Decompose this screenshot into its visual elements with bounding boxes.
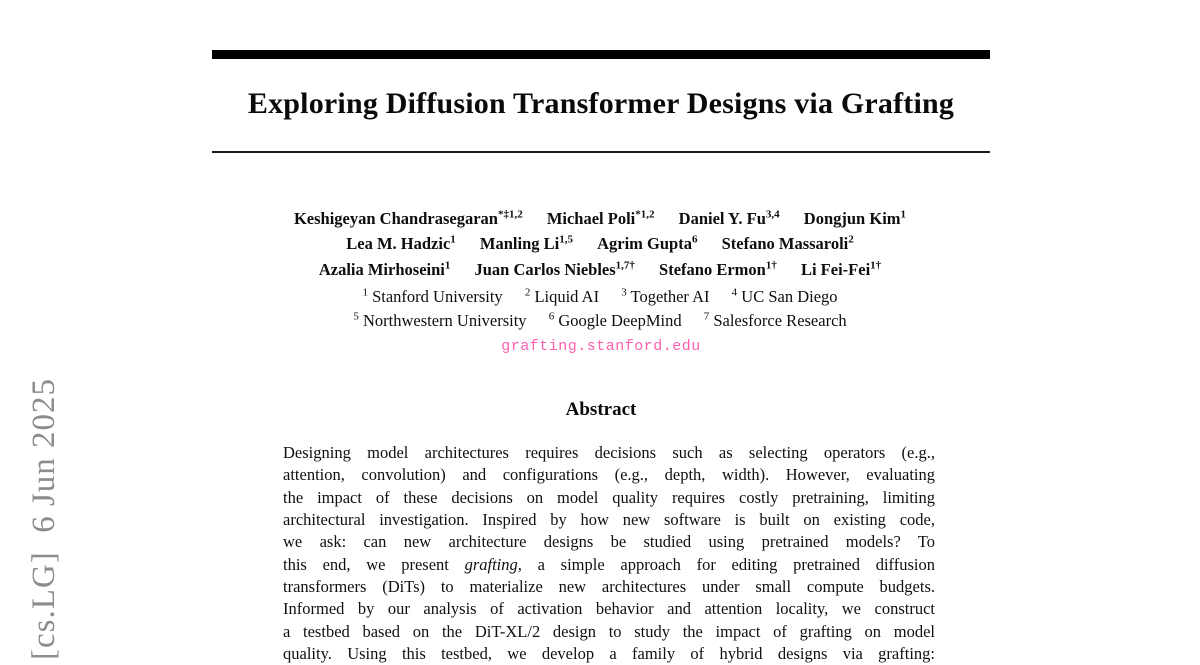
author-superscript: 2 [848, 233, 854, 246]
author-name: Azalia Mirhoseini [318, 259, 445, 279]
abstract-line-clipped: quality. Using this testbed, we develop a family of hybrid designs via grafting: [283, 644, 935, 664]
author [294, 209, 523, 228]
author-line-2 [110, 228, 1090, 254]
author-superscript: 1† [765, 259, 777, 271]
abstract-line: the impact of these decisions on model quality requires costly pretraining, limiting [283, 487, 935, 507]
author-superscript: 1,7† [615, 259, 635, 271]
author-name: Li Fei-Fei [800, 259, 871, 279]
affiliation [732, 287, 838, 306]
affiliation [549, 311, 682, 330]
author [722, 234, 854, 253]
abstract-line: Designing model architectures requires decisions such as selecting operators (e.g., [283, 443, 935, 462]
affiliation-superscript: 1 [362, 286, 368, 298]
affiliation [621, 287, 709, 306]
affiliation-superscript: 6 [548, 310, 555, 323]
affiliation-name: Google DeepMind [558, 311, 682, 330]
author-superscript: *1,2 [635, 208, 655, 220]
abstract-line: a testbed based on the DiT-XL/2 design to study the impact of grafting on model [283, 621, 935, 641]
author-superscript: 1 [900, 208, 907, 220]
affiliation-name: Salesforce Research [713, 311, 847, 330]
author-name: Daniel Y. Fu [678, 208, 766, 228]
abstract-line-italic [283, 554, 935, 576]
affiliation-name: Liquid AI [534, 286, 600, 306]
affiliation-name: UC San Diego [741, 286, 838, 306]
author-superscript: 6 [691, 233, 698, 246]
affiliation-name: Northwestern University [362, 311, 527, 330]
affiliation [525, 287, 599, 306]
abstract-italic-term: grafting [464, 554, 518, 574]
author [319, 260, 451, 279]
title-rule-top [212, 50, 990, 59]
abstract-heading: Abstract [565, 399, 637, 420]
author-superscript: 1,5 [559, 233, 573, 246]
affiliation [353, 311, 526, 330]
author [804, 209, 906, 228]
author-line-3 [110, 253, 1090, 279]
author-name: Keshigeyan Chandrasegaran [293, 208, 498, 228]
author [346, 234, 456, 253]
affiliation [362, 287, 502, 306]
author-name: Dongjun Kim [803, 208, 901, 228]
affiliation [704, 311, 847, 330]
author-name: Juan Carlos Niebles [474, 259, 616, 279]
abstract-text: , a simple approach for editing pretrained diffusion [517, 554, 935, 574]
author-name: Stefano Ermon [659, 259, 766, 279]
affiliation-line-1 [110, 280, 1090, 305]
author-superscript: 3,4 [765, 208, 780, 220]
author-superscript: *‡1,2 [497, 208, 523, 220]
author [480, 234, 573, 253]
author [801, 260, 881, 279]
affiliation-line-2 [110, 305, 1090, 330]
author [474, 260, 634, 279]
abstract-line: Informed by our analysis of activation behavior and attention locality, we construct [283, 599, 935, 619]
author-block [110, 202, 1090, 279]
abstract-line: architectural investigation. Inspired by how new software is built on existing code, [283, 510, 935, 530]
author-name: Lea M. Hadzic [346, 234, 451, 253]
abstract-text: this end, we present [283, 554, 465, 574]
arxiv-watermark: [cs.LG] 6 Jun 2025 [26, 377, 62, 660]
affiliation-name: Together AI [630, 286, 710, 306]
author [659, 260, 777, 279]
author-superscript: 1† [870, 259, 882, 271]
abstract-line: we ask: can new architecture designs be studied using pretrained models? To [283, 532, 935, 552]
affiliation-name: Stanford University [372, 286, 503, 306]
paper-title: Exploring Diffusion Transformer Designs via Grafting [247, 87, 955, 120]
affiliation-superscript: 2 [524, 286, 531, 298]
affiliation-superscript: 3 [621, 286, 627, 298]
author [547, 209, 655, 228]
author [679, 209, 780, 228]
abstract-body [283, 442, 935, 665]
affiliation-superscript: 5 [353, 310, 359, 323]
project-website-link[interactable]: grafting.stanford.edu [501, 338, 701, 355]
title-rule-bottom [212, 151, 990, 153]
affiliation-superscript: 4 [731, 286, 738, 298]
affiliation-superscript: 7 [703, 310, 710, 323]
affiliation-block [110, 280, 1090, 329]
author [597, 234, 697, 253]
author-name: Michael Poli [546, 208, 636, 228]
author-name: Agrim Gupta [597, 234, 692, 253]
author-superscript: 1 [450, 233, 456, 246]
author-name: Stefano Massaroli [721, 234, 849, 253]
author-name: Manling Li [479, 234, 560, 253]
abstract-line: attention, convolution) and configurations (e.g., depth, width). However, evaluating [283, 465, 935, 485]
author-line-1 [110, 202, 1090, 228]
author-superscript: 1 [444, 259, 451, 271]
abstract-line: transformers (DiTs) to materialize new architectures under small compute budgets. [283, 577, 935, 597]
